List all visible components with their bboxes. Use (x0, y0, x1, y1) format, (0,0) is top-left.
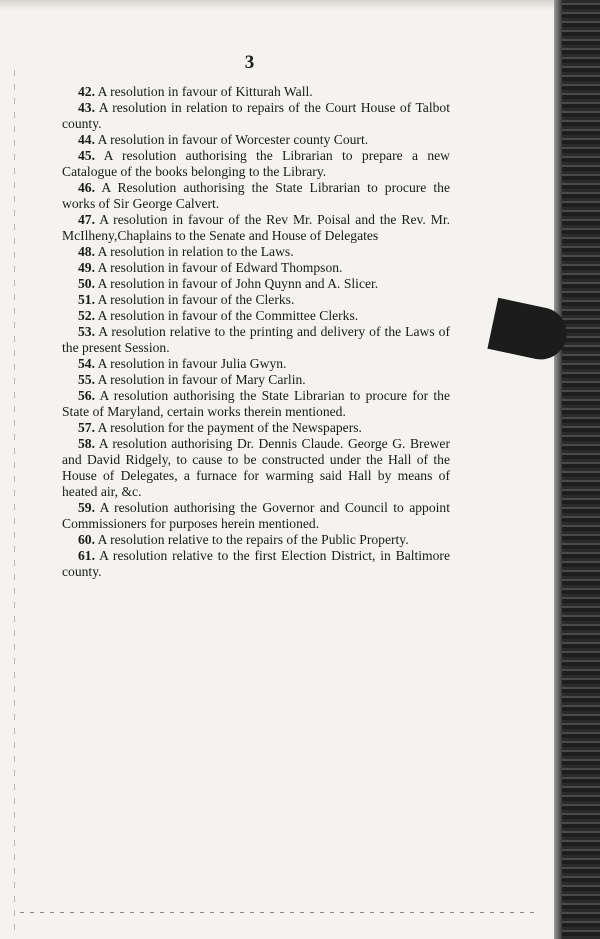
resolution-entry (62, 260, 450, 276)
resolution-number: 50. (78, 276, 95, 291)
resolution-text: A resolution relative to the repairs of the Public Property. (97, 532, 409, 547)
resolution-entry (62, 180, 450, 212)
resolution-number: 51. (78, 292, 95, 307)
resolution-entry (62, 356, 450, 372)
resolution-number: 49. (78, 260, 95, 275)
resolution-text: A resolution in favour of Mary Carlin. (97, 372, 306, 387)
resolution-text: A resolution in favour of Kitturah Wall. (97, 84, 313, 99)
resolution-number: 45. (78, 148, 95, 163)
resolution-entry (62, 292, 450, 308)
resolution-entry (62, 436, 450, 500)
resolution-text: A resolution in favour of Worcester county Court. (97, 132, 369, 147)
resolution-entry (62, 244, 450, 260)
resolution-entry (62, 532, 450, 548)
resolution-entry (62, 420, 450, 436)
resolution-number: 48. (78, 244, 95, 259)
resolution-text: A resolution authorising the State Librarian to procure for the State of Maryland, certain works therein mentioned. (62, 388, 450, 419)
resolution-list (62, 84, 450, 580)
resolution-number: 55. (78, 372, 95, 387)
resolution-entry (62, 132, 450, 148)
resolution-text: A resolution in relation to repairs of the Court House of Talbot county. (62, 100, 450, 131)
resolution-text: A Resolution authorising the State Librarian to procure the works of Sir George Calvert. (62, 180, 450, 211)
scan-left-edge (14, 70, 15, 930)
resolution-text: A resolution in favour of John Quynn and A. Slicer. (97, 276, 379, 291)
resolution-number: 60. (78, 532, 95, 547)
resolution-entry (62, 324, 450, 356)
resolution-text: A resolution relative to the printing and delivery of the Laws of the present Session. (62, 324, 450, 355)
resolution-text: A resolution authorising Dr. Dennis Claude. George G. Brewer and David Ridgely, to cause to be constructed under the Hall of the House of Delegates, a furnace for warming said Hall by means of heated air, &c. (62, 436, 450, 499)
resolution-text: A resolution relative to the first Election District, in Baltimore county. (62, 548, 450, 579)
scan-bottom-noise (20, 912, 540, 913)
resolution-entry (62, 212, 450, 244)
resolution-number: 42. (78, 84, 95, 99)
resolution-entry (62, 308, 450, 324)
resolution-text: A resolution in favour of the Rev Mr. Poisal and the Rev. Mr. McIlheny,Chaplains to the Senate and House of Delegates (62, 212, 450, 243)
resolution-number: 61. (78, 548, 95, 563)
resolution-entry (62, 372, 450, 388)
resolution-number: 44. (78, 132, 95, 147)
resolution-text: A resolution in favour Julia Gwyn. (97, 356, 287, 371)
scan-top-edge (0, 0, 600, 10)
resolution-entry (62, 100, 450, 132)
resolution-number: 52. (78, 308, 95, 323)
resolution-number: 53. (78, 324, 95, 339)
page-number: 3 (244, 52, 256, 73)
resolution-number: 57. (78, 420, 95, 435)
resolution-entry (62, 148, 450, 180)
resolution-number: 59. (78, 500, 95, 515)
resolution-text: A resolution authorising the Governor and Council to appoint Commissioners for purposes herein mentioned. (62, 500, 450, 531)
resolution-entry (62, 388, 450, 420)
resolution-number: 54. (78, 356, 95, 371)
resolution-text: A resolution authorising the Librarian to prepare a new Catalogue of the books belonging to the Library. (62, 148, 450, 179)
resolution-entry (62, 84, 450, 100)
resolution-number: 56. (78, 388, 95, 403)
resolution-text: A resolution in relation to the Laws. (97, 244, 294, 259)
resolution-number: 46. (78, 180, 95, 195)
resolution-number: 58. (78, 436, 95, 451)
resolution-text: A resolution in favour of the Clerks. (97, 292, 295, 307)
resolution-text: A resolution in favour of Edward Thompson. (97, 260, 343, 275)
resolution-text: A resolution for the payment of the Newspapers. (97, 420, 362, 435)
resolution-entry (62, 548, 450, 580)
scan-right-edge (554, 0, 600, 939)
resolution-text: A resolution in favour of the Committee Clerks. (97, 308, 359, 323)
resolution-entry (62, 500, 450, 532)
resolution-number: 43. (78, 100, 95, 115)
resolution-entry (62, 276, 450, 292)
resolution-number: 47. (78, 212, 95, 227)
